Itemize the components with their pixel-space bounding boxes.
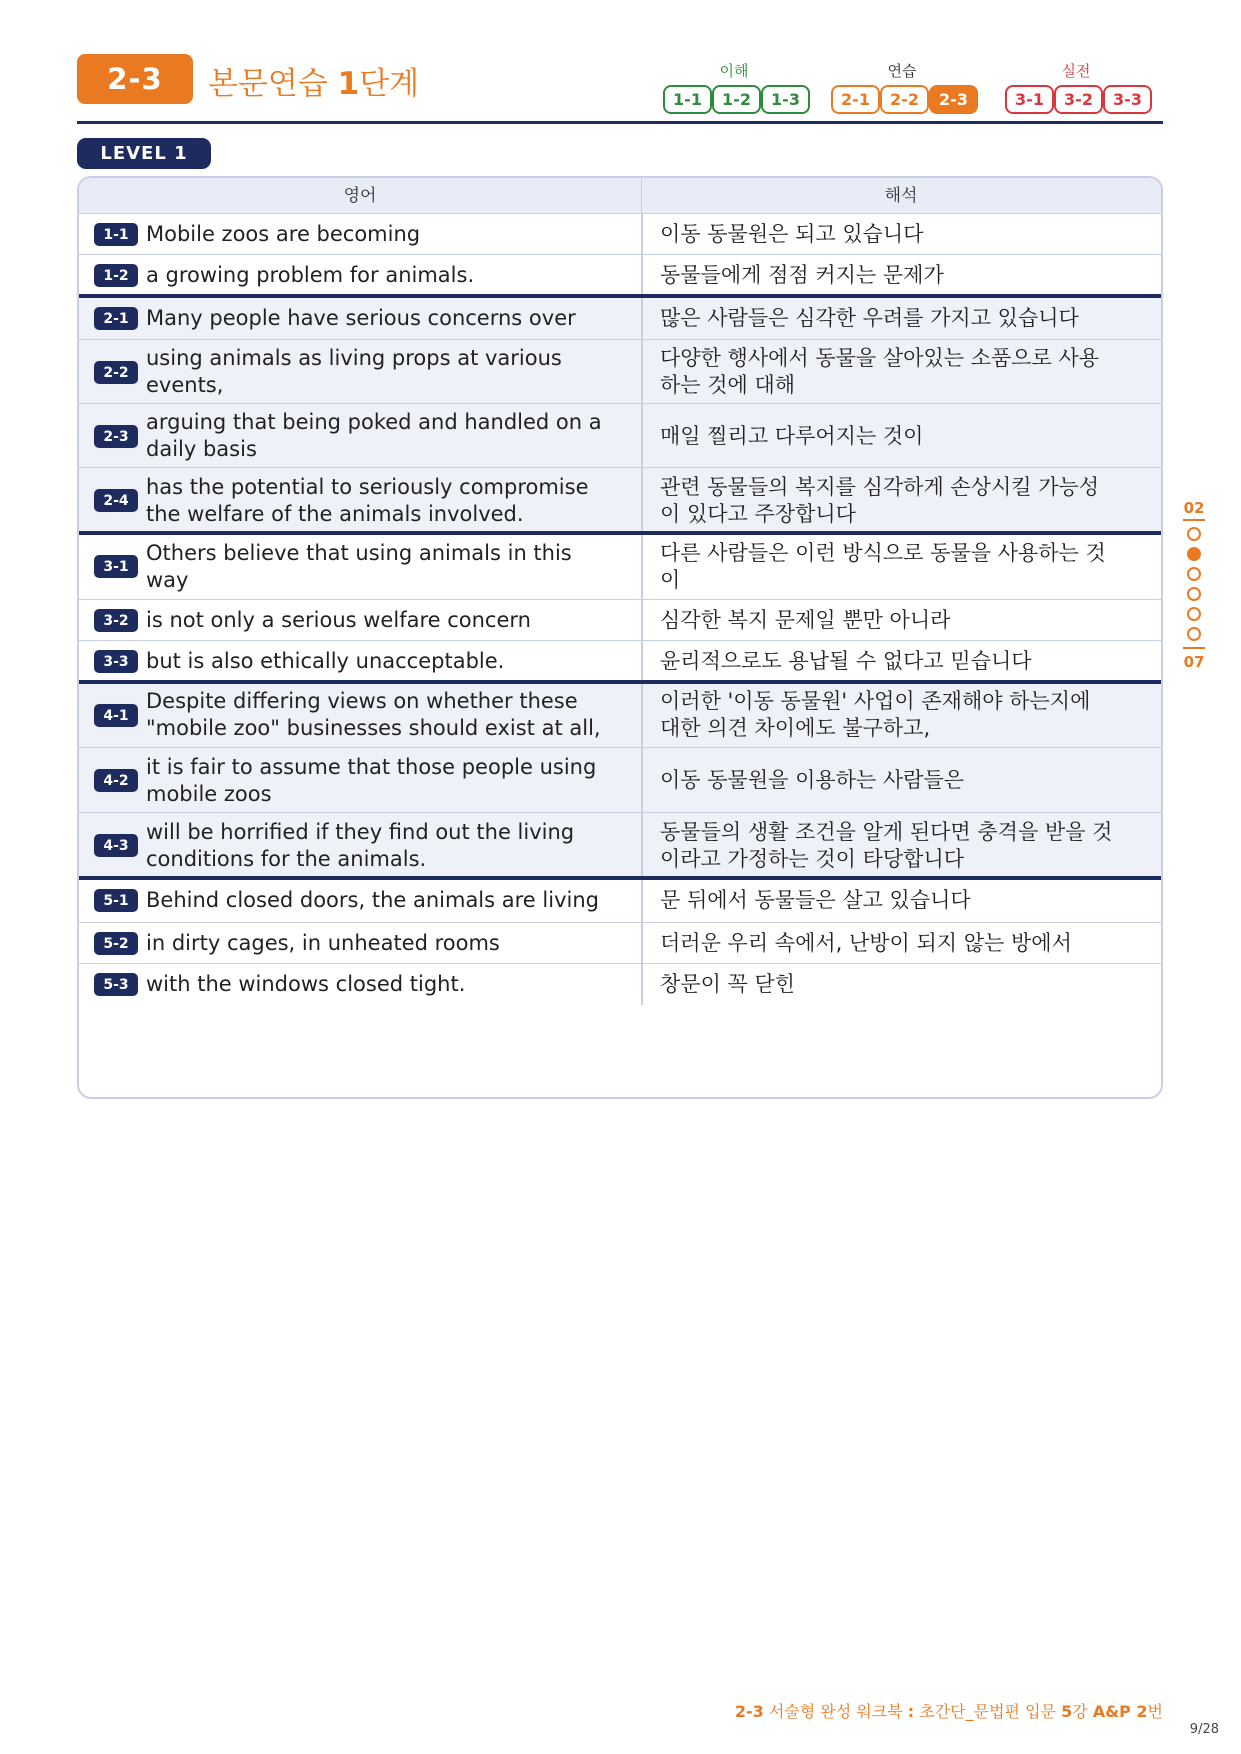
korean-translation: 이동 동물원을 이용하는 사람들은: [660, 768, 965, 792]
english-sentence: Many people have serious concerns over: [146, 306, 576, 330]
step-group-label: 실전: [1061, 62, 1091, 80]
translation-table: [77, 176, 1163, 1099]
column-divider: [641, 296, 643, 340]
group-divider: [79, 680, 1161, 684]
footer-lesson: 5: [1061, 1702, 1073, 1721]
table-row: [79, 296, 1161, 340]
english-sentence: using animals as living props at various events,: [146, 346, 562, 397]
step-group-label: 연습: [887, 62, 917, 80]
table-row: [79, 878, 1161, 923]
column-divider: [641, 255, 643, 296]
korean-translation: 이동 동물원은 되고 있습니다: [660, 222, 924, 246]
table-row: [79, 813, 1161, 878]
korean-translation: 다양한 행사에서 동물을 살아있는 소품으로 사용 하는 것에 대해: [660, 346, 1100, 397]
english-sentence: Despite differing views on whether these "mobile zoo" businesses should exist at all,: [146, 689, 601, 740]
footer-text-3: 강: [1072, 1702, 1093, 1721]
sentence-number-badge: 4-3: [94, 834, 138, 857]
table-row: [79, 682, 1161, 748]
group-divider: [79, 294, 1161, 298]
table-row: [79, 533, 1161, 600]
english-sentence: will be horrified if they find out the living conditions for the animals.: [146, 820, 575, 871]
sentence-number-badge: 1-1: [94, 223, 138, 246]
korean-translation: 이러한 '이동 동물원' 사업이 존재해야 하는지에 대한 의견 차이에도 불구하고,: [660, 689, 1091, 740]
table-header: [79, 178, 1161, 214]
korean-translation: 동물들의 생활 조건을 알게 된다면 충격을 받을 것 이라고 가정하는 것이 타당합니다: [660, 820, 1113, 871]
table-row: [79, 340, 1161, 404]
table-row: [79, 964, 1161, 1005]
step-button-1-1[interactable]: 1-1: [663, 85, 712, 114]
footer-colon: :: [907, 1702, 915, 1721]
column-divider: [641, 641, 643, 682]
korean-translation: 더러운 우리 속에서, 난방이 되지 않는 방에서: [660, 931, 1072, 955]
sentence-number-badge: 3-2: [94, 609, 138, 632]
progress-dot-icon[interactable]: [1187, 547, 1201, 561]
column-divider: [641, 878, 643, 923]
side-nav-start: 02: [1183, 499, 1205, 517]
sentence-number-badge: 2-3: [94, 425, 138, 448]
page-title: [208, 58, 419, 103]
korean-translation: 관련 동물들의 복지를 심각하게 손상시킬 가능성 이 있다고 주장합니다: [660, 475, 1100, 526]
header-divider: [77, 121, 1163, 124]
korean-translation: 윤리적으로도 용납될 수 없다고 믿습니다: [660, 649, 1032, 673]
table-row: [79, 748, 1161, 813]
progress-dot-icon[interactable]: [1187, 567, 1201, 581]
side-nav-end: 07: [1183, 653, 1205, 671]
sentence-number-badge: 3-1: [94, 555, 138, 578]
english-sentence: but is also ethically unacceptable.: [146, 649, 505, 673]
progress-dot-icon[interactable]: [1187, 587, 1201, 601]
step-button-2-1[interactable]: 2-1: [831, 85, 880, 114]
sentence-number-badge: 2-1: [94, 307, 138, 330]
footer-text-4: 번: [1147, 1702, 1163, 1721]
english-sentence: has the potential to seriously compromise the welfare of the animals involved.: [146, 475, 589, 526]
level-badge: LEVEL 1: [77, 138, 211, 169]
step-button-3-1[interactable]: 3-1: [1005, 85, 1054, 114]
column-divider: [641, 923, 643, 964]
step-button-2-3[interactable]: 2-3: [929, 85, 978, 114]
english-sentence: is not only a serious welfare concern: [146, 608, 531, 632]
sentence-number-badge: 5-3: [94, 973, 138, 996]
column-divider: [641, 214, 643, 255]
progress-dot-icon[interactable]: [1187, 527, 1201, 541]
sentence-number-badge: 3-3: [94, 650, 138, 673]
sentence-number-badge: 5-2: [94, 932, 138, 955]
english-sentence: Others believe that using animals in this way: [146, 541, 572, 592]
english-sentence: Mobile zoos are becoming: [146, 222, 421, 246]
step-button-2-2[interactable]: 2-2: [880, 85, 929, 114]
progress-dot-icon[interactable]: [1187, 627, 1201, 641]
sentence-number-badge: 2-2: [94, 361, 138, 384]
table-row: [79, 468, 1161, 533]
column-divider: [641, 600, 643, 641]
footer-title: [735, 1699, 1163, 1722]
column-divider: [641, 682, 643, 748]
column-divider: [641, 340, 643, 404]
step-group-label: 이해: [719, 62, 749, 80]
korean-translation: 매일 찔리고 다루어지는 것이: [660, 424, 924, 448]
korean-translation: 다른 사람들은 이런 방식으로 동물을 사용하는 것 이: [660, 541, 1106, 592]
footer-text-2: 초간단_문법편 입문: [914, 1702, 1062, 1721]
table-row: [79, 404, 1161, 468]
title-suffix: 단계: [359, 66, 420, 102]
sentence-number-badge: 2-4: [94, 489, 138, 512]
table-row: [79, 214, 1161, 255]
english-sentence: it is fair to assume that those people using mobile zoos: [146, 755, 597, 806]
sentence-number-badge: 5-1: [94, 889, 138, 912]
table-row: [79, 923, 1161, 964]
step-button-3-3[interactable]: 3-3: [1103, 85, 1152, 114]
column-header-korean: 해석: [884, 186, 918, 206]
english-sentence: a growing problem for animals.: [146, 263, 475, 287]
sentence-number-badge: 1-2: [94, 264, 138, 287]
english-sentence: Behind closed doors, the animals are living: [146, 888, 599, 912]
column-divider: [641, 404, 643, 468]
footer-code: 2-3: [734, 1702, 764, 1721]
page-number: 9/28: [1189, 1722, 1219, 1737]
column-divider: [641, 748, 643, 813]
side-progress-nav: [1180, 499, 1208, 671]
column-divider: [641, 813, 643, 878]
footer-ap: A&P 2: [1092, 1702, 1148, 1721]
step-button-1-3[interactable]: 1-3: [761, 85, 810, 114]
sentence-number-badge: 4-1: [94, 704, 138, 727]
english-sentence: with the windows closed tight.: [146, 972, 466, 996]
english-sentence: arguing that being poked and handled on a daily basis: [146, 410, 602, 461]
footer-text-1: 서술형 완성 워크북: [763, 1702, 908, 1721]
lesson-badge: 2-3: [77, 54, 193, 104]
table-row: [79, 255, 1161, 296]
progress-dot-icon[interactable]: [1187, 607, 1201, 621]
title-step-number: 1: [337, 66, 360, 102]
side-nav-top-line: [1183, 519, 1205, 521]
step-button-1-2[interactable]: 1-2: [712, 85, 761, 114]
title-prefix: 본문연습: [208, 66, 338, 102]
group-divider: [79, 531, 1161, 535]
column-divider: [641, 964, 643, 1005]
side-nav-bottom-line: [1183, 647, 1205, 649]
column-divider: [641, 533, 643, 600]
korean-translation: 창문이 꼭 닫힌: [660, 972, 796, 996]
sentence-number-badge: 4-2: [94, 769, 138, 792]
table-row: [79, 600, 1161, 641]
table-row: [79, 641, 1161, 682]
english-sentence: in dirty cages, in unheated rooms: [146, 931, 500, 955]
column-header-english: 영어: [343, 186, 377, 206]
column-divider: [641, 468, 643, 533]
korean-translation: 많은 사람들은 심각한 우려를 가지고 있습니다: [660, 306, 1079, 330]
korean-translation: 동물들에게 점점 커지는 문제가: [660, 263, 944, 287]
step-button-3-2[interactable]: 3-2: [1054, 85, 1103, 114]
korean-translation: 심각한 복지 문제일 뿐만 아니라: [660, 608, 951, 632]
group-divider: [79, 876, 1161, 880]
korean-translation: 문 뒤에서 동물들은 살고 있습니다: [660, 888, 971, 912]
